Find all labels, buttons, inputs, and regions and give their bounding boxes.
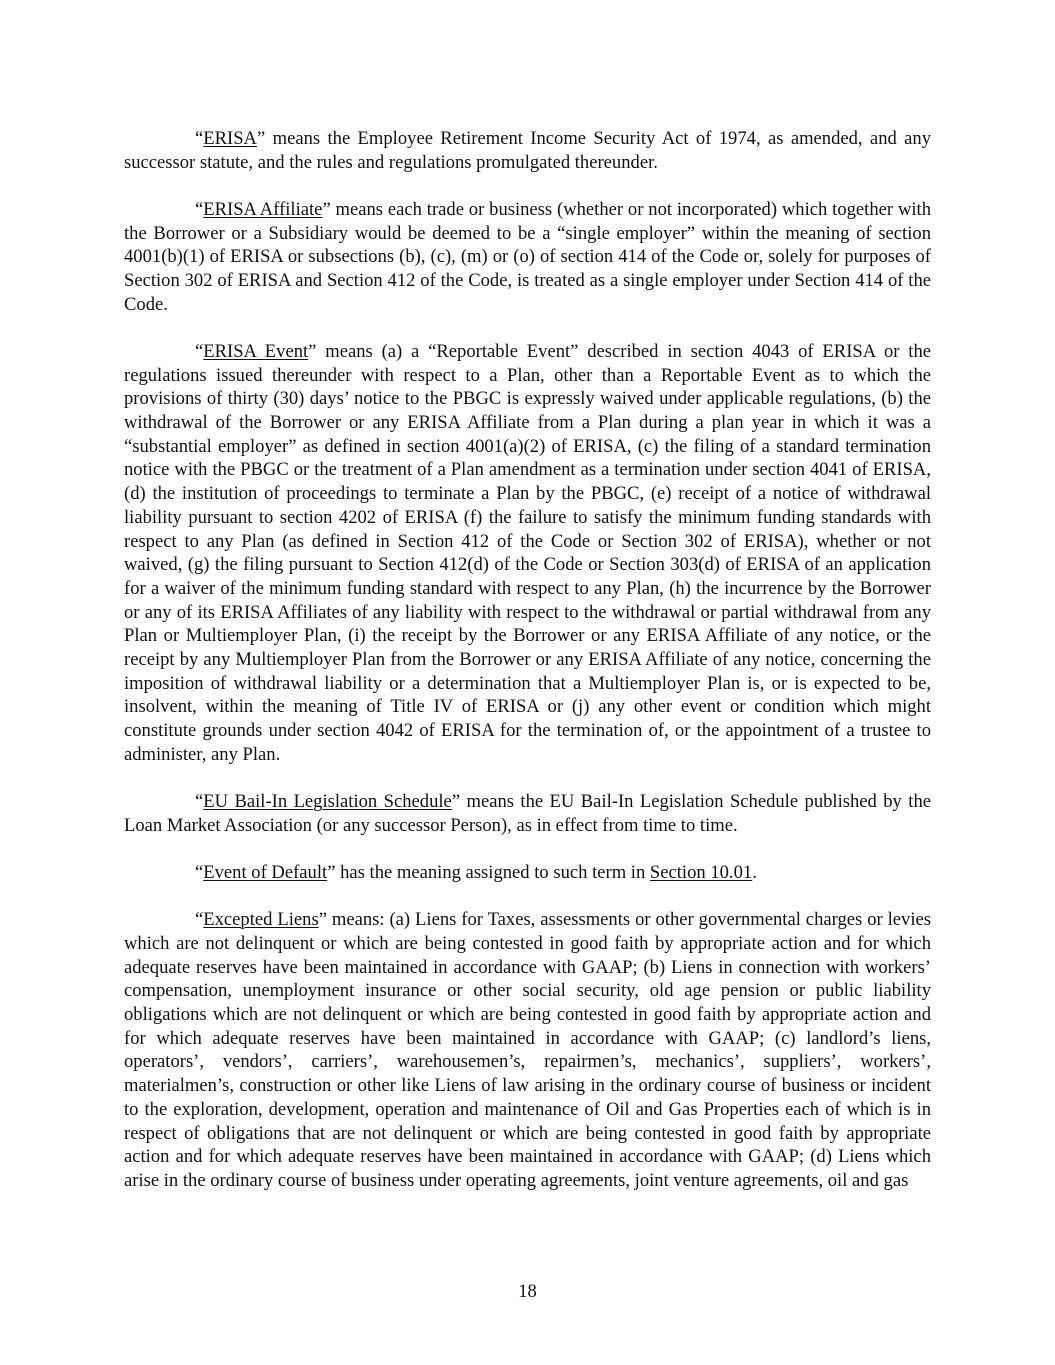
defined-term: Excepted Liens [203,909,319,931]
definition-event-of-default: “Event of Default” has the meaning assigned to such term in Section 10.01. [195,861,757,883]
definition-erisa-affiliate: “ERISA Affiliate” means each trade or business (whether or not incorporated) which together with the Borrower or a Subsidiary would be deemed to be a “single employer” within the meaning of section 4001(b)(1) of ERISA or subsections (b), (c), (m) or (o) of section 414 of the Code or, solely for purposes of Section 302 of ERISA and Section 412 of the Code, is treated as a single employer under Section 414 of the Code. [124,198,931,315]
defined-term: Event of Default [203,861,328,883]
defined-term: EU Bail-In Legislation Schedule [203,791,452,813]
defined-term: ERISA [203,128,257,149]
defined-term: ERISA Event [203,340,309,362]
definition-eu-bail-in-legislation-schedule: “EU Bail-In Legislation Schedule” means the EU Bail-In Legislation Schedule published by the Loan Market Association (or any successor Person), as in effect from time to time. [124,791,931,836]
definition-text: ” means the Employee Retirement Income Security Act of 1974, as amended, and any successor statute, and the rules and regulations promulgated thereunder. [124,128,931,173]
defined-term: ERISA Affiliate [203,198,323,220]
page-number: 18 [518,1281,537,1302]
definition-text: ” means each trade or business (whether or not incorporated) which together with the Borrower or a Subsidiary would be deemed to be a “single employer” within the meaning of section 4001(b)(1) of ERISA or subsections (b), (c), (m) or (o) of section 414 of the Code or, solely for purposes of Section 302 of ERISA and Section 412 of the Code, is treated as a single employer under Section 414 of the Code. [124,198,931,315]
section-reference: Section 10.01 [649,861,753,883]
definition-text: ” means the EU Bail-In Legislation Schedule published by the Loan Market Association (or any successor Person), as in effect from time to time. [124,791,931,836]
definition-text: ” has the meaning assigned to such term in [327,861,650,883]
document-page [124,127,931,1216]
definition-text: ” means (a) a “Reportable Event” described in section 4043 of ERISA or the regulations issued thereunder with respect to a Plan, other than a Reportable Event as to which the provisions of thirty (30) days’ notice to the PBGC is expressly waived under applicable regulations, (b) the withdrawal of the Borrower or any ERISA Affiliate from a Plan during a plan year in which it was a “substantial employer” as defined in section 4001(a)(2) of ERISA, (c) the filing of a standard termination notice with the PBGC or the treatment of a Plan amendment as a termination under section 4041 of ERISA, (d) the institution of proceedings to terminate a Plan by the PBGC, (e) receipt of a notice of withdrawal liability pursuant to section 4202 of ERISA (f) the failure to satisfy the minimum funding standards with respect to any Plan (as defined in Section 412 of the Code or Section 302 of ERISA), whether or not waived, (g) the filing pursuant to Section 412(d) of the Code or Section 303(d) of ERISA of an application for a waiver of the minimum funding standard with respect to any Plan, (h) the incurrence by the Borrower or any of its ERISA Affiliates of any liability with respect to the withdrawal or partial withdrawal from any Plan or Multiemployer Plan, (i) the receipt by the Borrower or any ERISA Affiliate of any notice, or the receipt by any Multiemployer Plan from the Borrower or any ERISA Affiliate of any notice, concerning the imposition of withdrawal liability or a determination that a Multiemployer Plan is, or is expected to be, insolvent, within the meaning of Title IV of ERISA or (j) any other event or condition which might constitute grounds under section 4042 of ERISA for the termination of, or the appointment of a trustee to administer, any Plan. [124,340,931,765]
definition-excepted-liens: “Excepted Liens” means: (a) Liens for Taxes, assessments or other governmental charges or levies which are not delinquent or which are being contested in good faith by appropriate action and for which adequate reserves have been maintained in accordance with GAAP; (b) Liens in connection with workers’ compensation, unemployment insurance or other social security, old age pension or public liability obligations which are not delinquent or which are being contested in good faith by appropriate action and for which adequate reserves have been maintained in accordance with GAAP; (c) landlord’s liens, operators’, vendors’, carriers’, warehousemen’s, repairmen’s, mechanics’, suppliers’, workers’, materialmen’s, construction or other like Liens of law arising in the ordinary course of business or incident to the exploration, development, operation and maintenance of Oil and Gas Properties each of which is in respect of obligations that are not delinquent or which are being contested in good faith by appropriate action and for which adequate reserves have been maintained in accordance with GAAP; (d) Liens which arise in the ordinary course of business under operating agreements, joint venture agreements, oil and gas [124,909,931,1191]
definition-erisa-event: “ERISA Event” means (a) a “Reportable Event” described in section 4043 of ERISA or the regulations issued thereunder with respect to a Plan, other than a Reportable Event as to which the provisions of thirty (30) days’ notice to the PBGC is expressly waived under applicable regulations, (b) the withdrawal of the Borrower or any ERISA Affiliate from a Plan during a plan year in which it was a “substantial employer” as defined in section 4001(a)(2) of ERISA, (c) the filing of a standard termination notice with the PBGC or the treatment of a Plan amendment as a termination under section 4041 of ERISA, (d) the institution of proceedings to terminate a Plan by the PBGC, (e) receipt of a notice of withdrawal liability pursuant to section 4202 of ERISA (f) the failure to satisfy the minimum funding standards with respect to any Plan (as defined in Section 412 of the Code or Section 302 of ERISA), whether or not waived, (g) the filing pursuant to Section 412(d) of the Code or Section 303(d) of ERISA of an application for a waiver of the minimum funding standard with respect to any Plan, (h) the incurrence by the Borrower or any of its ERISA Affiliates of any liability with respect to the withdrawal or partial withdrawal from any Plan or Multiemployer Plan, (i) the receipt by the Borrower or any ERISA Affiliate of any notice, or the receipt by any Multiemployer Plan from the Borrower or any ERISA Affiliate of any notice, concerning the imposition of withdrawal liability or a determination that a Multiemployer Plan is, or is expected to be, insolvent, within the meaning of Title IV of ERISA or (j) any other event or condition which might constitute grounds under section 4042 of ERISA for the termination of, or the appointment of a trustee to administer, any Plan. [124,340,931,765]
definition-text: ” means: (a) Liens for Taxes, assessments or other governmental charges or levies which are not delinquent or which are being contested in good faith by appropriate action and for which adequate reserves have been maintained in accordance with GAAP; (b) Liens in connection with workers’ compensation, unemployment insurance or other social security, old age pension or public liability obligations which are not delinquent or which are being contested in good faith by appropriate action and for which adequate reserves have been maintained in accordance with GAAP; (c) landlord’s liens, operators’, vendors’, carriers’, warehousemen’s, repairmen’s, mechanics’, suppliers’, workers’, materialmen’s, construction or other like Liens of law arising in the ordinary course of business or incident to the exploration, development, operation and maintenance of Oil and Gas Properties each of which is in respect of obligations that are not delinquent or which are being contested in good faith by appropriate action and for which adequate reserves have been maintained in accordance with GAAP; (d) Liens which arise in the ordinary course of business under operating agreements, joint venture agreements, oil and gas [124,909,931,1191]
definition-erisa: “ERISA” means the Employee Retirement Income Security Act of 1974, as amended, and any successor statute, and the rules and regulations promulgated thereunder. [124,128,931,173]
